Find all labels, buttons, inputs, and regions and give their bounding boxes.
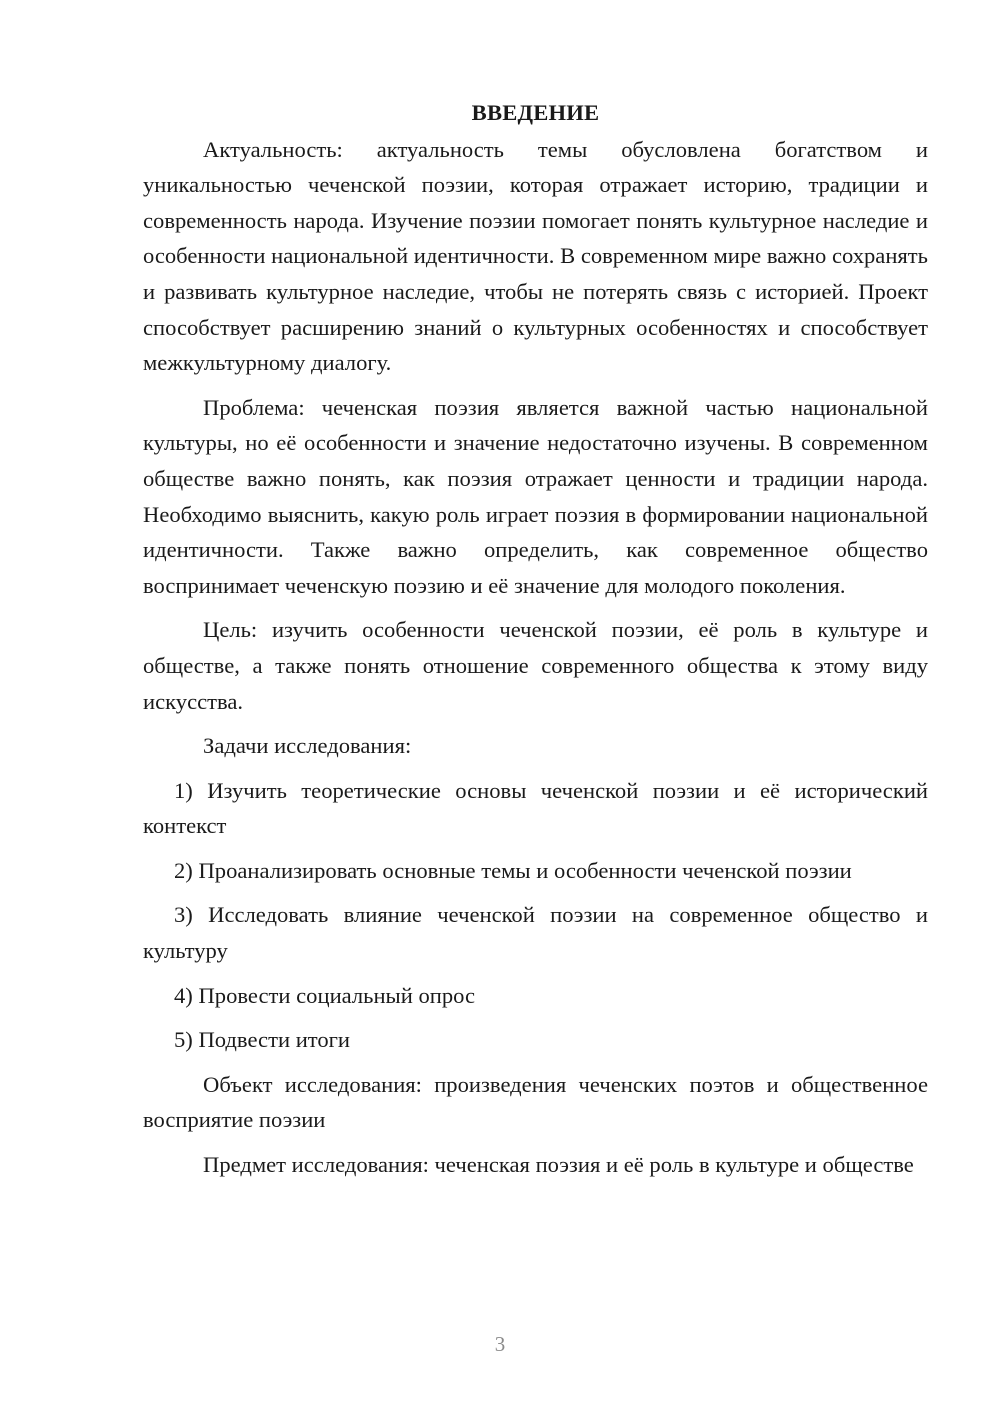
task-item: 2) Проанализировать основные темы и особенности чеченской поэзии xyxy=(174,857,852,883)
page-number: 3 xyxy=(494,1332,506,1356)
task-item: 3) Исследовать влияние чеченской поэзии на современное общество и культуру xyxy=(143,902,928,964)
problem-paragraph: Проблема: чеченская поэзия является важной частью национальной культуры, но её особенности и значение недостаточно изучены. В современном обществе важно понять, как поэзия отражает ценности и традиции народа. Необходимо выяснить, какую роль играет поэзия в формировании национальной идентичности. Также важно определить, как современное общество воспринимает чеченскую поэзию и её значение для молодого поколения. xyxy=(143,394,928,598)
task-item: 1) Изучить теоретические основы чеченской поэзии и её исторический контекст xyxy=(143,777,928,839)
relevance-paragraph: Актуальность: актуальность темы обусловлена богатством и уникальностью чеченской поэзии, которая отражает историю, традиции и современность народа. Изучение поэзии помогает понять культурное наследие и особенности национальной идентичности. В современном мире важно сохранять и развивать культурное наследие, чтобы не потерять связь с историей. Проект способствует расширению знаний о культурных особенностях и способствует межкультурному диалогу. xyxy=(143,136,928,376)
goal-paragraph: Цель: изучить особенности чеченской поэзии, её роль в культуре и обществе, а также понять отношение современного общества к этому виду искусства. xyxy=(143,617,928,714)
tasks-intro: Задачи исследования: xyxy=(203,733,412,759)
page-content xyxy=(143,95,928,1192)
section-heading: ВВЕДЕНИЕ xyxy=(471,100,600,125)
subject-paragraph: Предмет исследования: чеченская поэзия и её роль в культуре и обществе xyxy=(203,1152,914,1178)
task-item: 4) Провести социальный опрос xyxy=(174,982,476,1008)
tasks-list xyxy=(143,773,928,1058)
object-paragraph: Объект исследования: произведения чеченских поэтов и общественное восприятие поэзии xyxy=(143,1071,928,1133)
task-item: 5) Подвести итоги xyxy=(174,1027,351,1053)
